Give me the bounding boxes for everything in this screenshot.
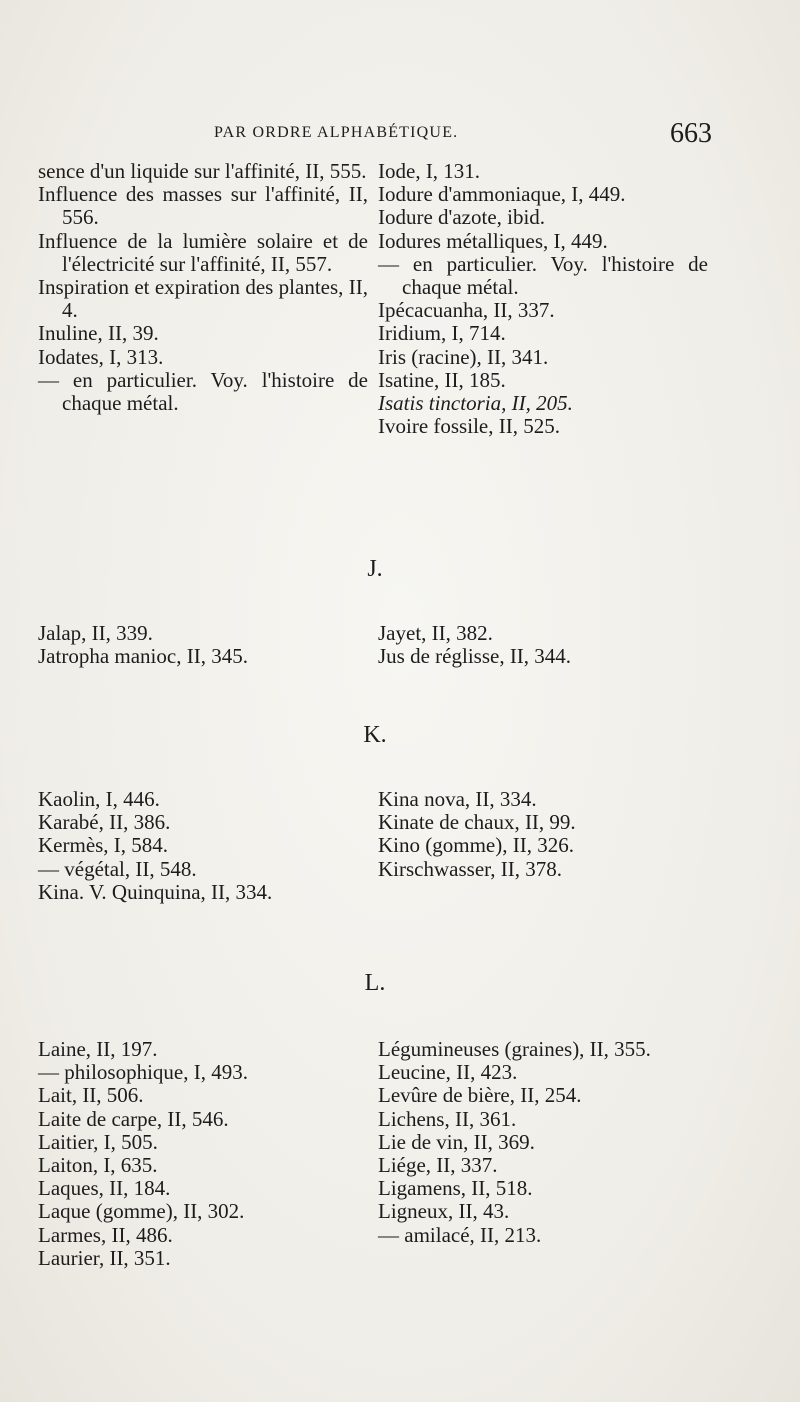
index-entry: — végétal, II, 548. [38, 856, 197, 881]
index-entry: Leucine, II, 423. [378, 1060, 518, 1085]
index-entry: Liége, II, 337. [378, 1153, 498, 1178]
index-entry: — en particulier. Voy. l'histoire de chaque métal. [38, 367, 368, 416]
index-entry: Kaolin, I, 446. [38, 787, 160, 811]
left-column [38, 788, 368, 904]
index-entry: Légumineuses (graines), II, 355. [378, 1037, 651, 1061]
index-entry: Jayet, II, 382. [378, 621, 493, 645]
index-entry: Ligneux, II, 43. [378, 1199, 510, 1224]
index-entry: Lie de vin, II, 369. [378, 1129, 535, 1154]
index-entry: Kermès, I, 584. [38, 833, 169, 858]
index-entry: Ligamens, II, 518. [378, 1176, 533, 1201]
index-entry: Iodure d'azote, ibid. [378, 205, 546, 230]
index-entry: Laitier, I, 505. [38, 1129, 158, 1154]
index-entry: Laine, II, 197. [38, 1037, 158, 1061]
index-entry: Laques, II, 184. [38, 1176, 171, 1201]
index-entry: Isatine, II, 185. [378, 367, 506, 392]
index-entry: Jatropha manioc, II, 345. [38, 644, 248, 669]
right-column [378, 160, 708, 438]
index-entry: Kinate de chaux, II, 99. [378, 810, 576, 835]
index-entry: Karabé, II, 386. [38, 810, 171, 835]
index-entry: Jalap, II, 339. [38, 621, 153, 645]
index-entry: Inuline, II, 39. [38, 321, 159, 346]
index-entry: Levûre de bière, II, 254. [378, 1083, 582, 1108]
left-column [38, 1038, 368, 1270]
index-entry: Laurier, II, 351. [38, 1245, 171, 1270]
index-entry: Iris (racine), II, 341. [378, 344, 549, 369]
page-header [40, 118, 710, 158]
index-entry: Jus de réglisse, II, 344. [378, 644, 572, 669]
index-entry: Iode, I, 131. [378, 159, 481, 183]
index-entry: Influence de la lumière solaire et de l'électricité sur l'affinité, II, 557. [38, 228, 368, 276]
index-entry: Iodure d'ammoniaque, I, 449. [378, 182, 626, 207]
index-entry: — amilacé, II, 213. [378, 1222, 542, 1247]
index-entry: Iridium, I, 714. [378, 321, 506, 346]
right-column [378, 622, 708, 668]
section-letter-l: L. [364, 970, 386, 996]
index-entry: Kirschwasser, II, 378. [378, 856, 563, 881]
index-entry: Isatis tinctoria, II, 205. [378, 391, 573, 416]
index-entry: Influence des masses sur l'affinité, II, 556. [38, 182, 368, 230]
index-entry: — philosophique, I, 493. [38, 1060, 248, 1085]
left-column [38, 622, 368, 668]
index-entry: Kina nova, II, 334. [378, 787, 537, 811]
right-column [378, 1038, 708, 1270]
index-entry: Lait, II, 506. [38, 1083, 144, 1108]
section-letter-j: J. [367, 556, 383, 582]
index-entry: sence d'un liquide sur l'affinité, II, 555. [38, 159, 367, 183]
section-k-columns [38, 788, 708, 904]
index-entry: Ipécacuanha, II, 337. [378, 298, 555, 323]
index-entry: Laque (gomme), II, 302. [38, 1199, 245, 1224]
index-entry: Laite de carpe, II, 546. [38, 1106, 229, 1131]
index-entry: Larmes, II, 486. [38, 1222, 173, 1247]
page-number: 663 [670, 118, 712, 149]
index-entry: Iodures métalliques, I, 449. [378, 228, 608, 253]
section-letter-k: K. [363, 722, 387, 748]
index-entry: Iodates, I, 313. [38, 344, 164, 369]
section-i-columns [38, 160, 708, 438]
index-entry: Lichens, II, 361. [378, 1106, 517, 1131]
index-entry: Inspiration et expiration des plantes, II, 4. [38, 275, 368, 323]
left-column [38, 160, 368, 438]
section-j-columns [38, 622, 708, 668]
index-entry: Kina. V. Quinquina, II, 334. [38, 879, 273, 904]
right-column [378, 788, 708, 904]
index-entry: Laiton, I, 635. [38, 1153, 158, 1178]
running-head: PAR ORDRE ALPHABÉTIQUE. [214, 124, 459, 141]
index-entry: Ivoire fossile, II, 525. [378, 414, 560, 439]
section-l-columns [38, 1038, 708, 1270]
index-entry: — en particulier. Voy. l'histoire de chaque métal. [378, 251, 708, 300]
index-entry: Kino (gomme), II, 326. [378, 833, 574, 858]
